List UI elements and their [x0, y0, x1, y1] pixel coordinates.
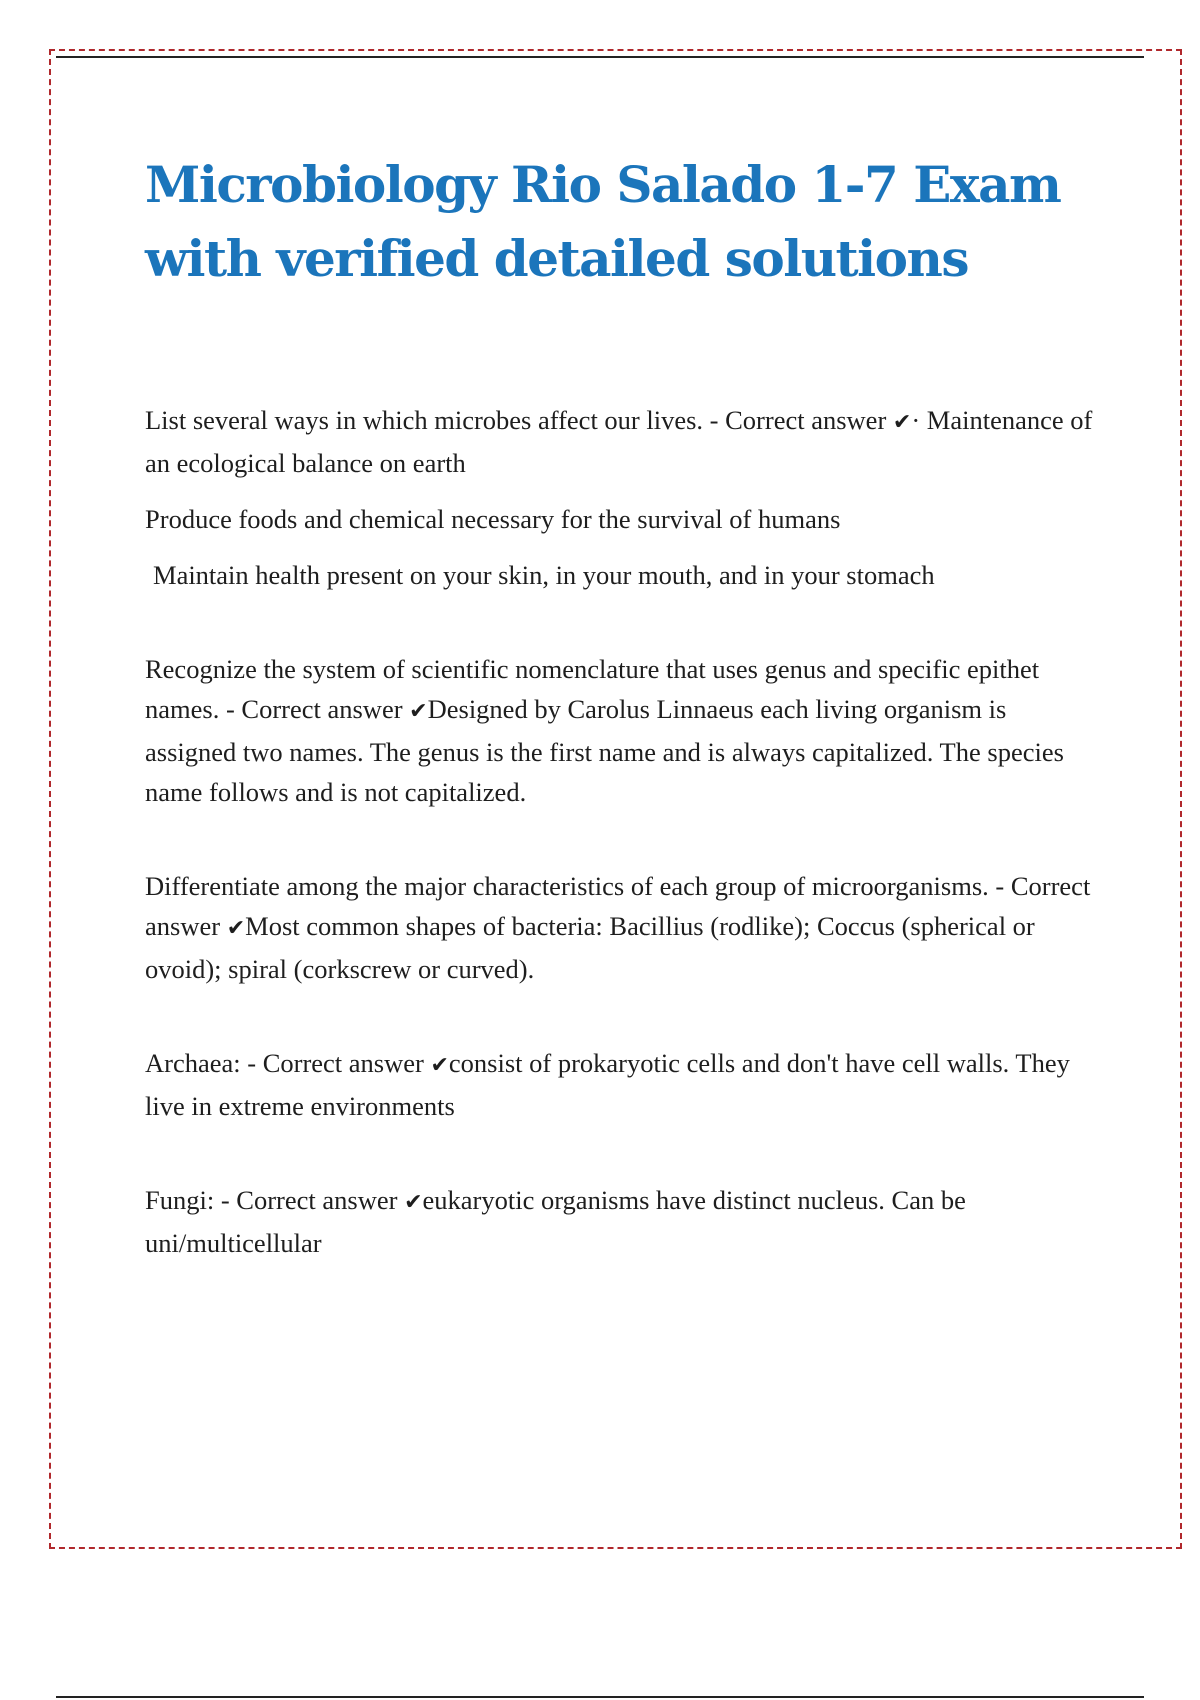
answer-text: eukaryotic organisms have distinct nucleus. Can be uni/multicellular: [145, 1185, 966, 1258]
qa-item: [145, 1043, 1095, 1126]
qa-text: [145, 866, 1095, 989]
qa-text: [145, 649, 1095, 812]
qa-item: [145, 866, 1095, 989]
qa-item: [145, 400, 1095, 595]
question-text: Differentiate among the major characteristics of each group of microorganisms. - Correct answer: [145, 871, 1091, 941]
qa-item: [145, 1180, 1095, 1263]
bottom-rule: [56, 1696, 1144, 1698]
question-text: Fungi: - Correct answer: [145, 1185, 405, 1215]
qa-text: [145, 1180, 1095, 1263]
question-text: Archaea: - Correct answer: [145, 1048, 431, 1078]
qa-text: [145, 400, 1095, 483]
answer-text: Most common shapes of bacteria: Bacillius (rodlike); Coccus (spherical or ovoid); spiral (corkscrew or curved).: [145, 911, 1035, 984]
answer-line: Produce foods and chemical necessary for the survival of humans: [145, 504, 841, 534]
answer-text: consist of prokaryotic cells and don't have cell walls. They live in extreme environments: [145, 1048, 1070, 1121]
answer-text: Designed by Carolus Linnaeus each living organism is assigned two names. The genus is the first name and is always capitalized. The species name follows and is not capitalized.: [145, 694, 1064, 807]
check-icon: ✔: [404, 1190, 423, 1215]
top-rule: [56, 56, 1144, 58]
answer-line: Maintain health present on your skin, in your mouth, and in your stomach: [153, 560, 935, 590]
check-icon: ✔: [226, 916, 246, 941]
answer-text: · Maintenance of an ecological balance on earth: [145, 405, 1093, 478]
qa-list: [145, 400, 1095, 1263]
question-text: Recognize the system of scientific nomenclature that uses genus and specific epithet names. - Correct answer: [145, 654, 1040, 724]
check-icon: ✔: [430, 1053, 449, 1078]
qa-text: [145, 1043, 1095, 1126]
question-text: List several ways in which microbes affect our lives. - Correct answer: [145, 405, 893, 435]
qa-item: [145, 649, 1095, 812]
check-icon: ✔: [892, 410, 912, 435]
check-icon: ✔: [409, 699, 428, 724]
document-title: Microbiology Rio Salado 1-7 Exam with verified detailed solutions: [145, 155, 1061, 288]
